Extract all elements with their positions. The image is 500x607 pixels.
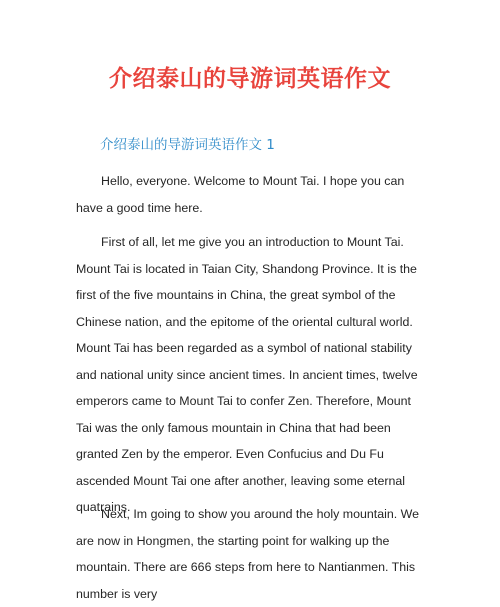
paragraph-welcome: Hello, everyone. Welcome to Mount Tai. I hope you can have a good time here.: [76, 174, 405, 215]
section-heading: 介绍泰山的导游词英语作文 1: [100, 137, 275, 153]
paragraph-introduction: First of all, let me give you an introduction to Mount Tai. Mount Tai is located in Taian City, Shandong Province. It is the first of the five mountains in China, the great symbol of the Chinese nation, and the epitome of the oriental cultural world. Mount Tai has been regarded as a symbol of national stability and national unity since ancient times. In ancient times, twelve emperors came to Mount Tai to confer Zen. Therefore, Mount Tai was the only famous mountain in China that had been granted Zen by the emperor. Even Confucius and Du Fu ascended Mount Tai one after another, leaving some eternal quatrains.: [76, 235, 418, 514]
paragraph-tour: Next, Im going to show you around the holy mountain. We are now in Hongmen, the starting point for walking up the mountain. There are 666 steps from here to Nantianmen. This number is very: [76, 507, 419, 601]
document-title: 介绍泰山的导游词英语作文: [109, 66, 391, 92]
